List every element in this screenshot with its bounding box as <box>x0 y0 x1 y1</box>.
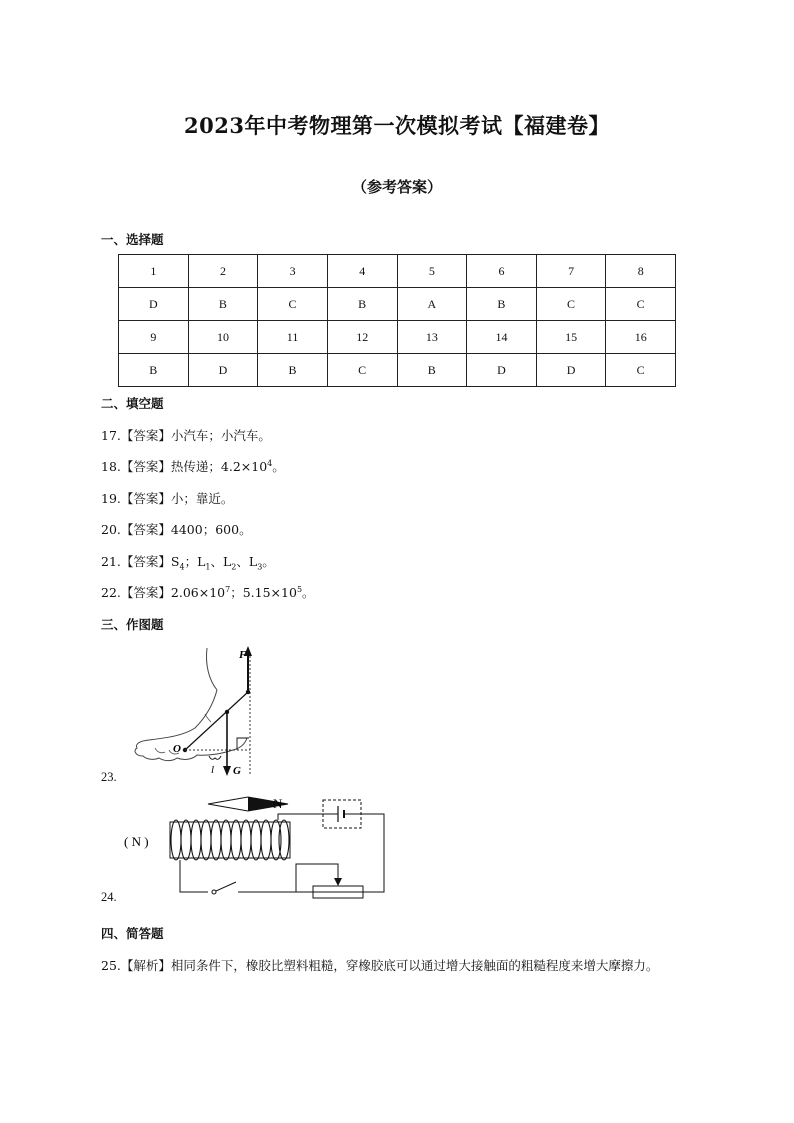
force-f-label: F <box>239 649 247 661</box>
exponent: 5 <box>296 584 303 594</box>
subscript: 4 <box>179 562 185 572</box>
answer-tag: 【答案】 <box>120 585 171 600</box>
table-row <box>119 255 676 288</box>
table-cell: B <box>467 288 537 321</box>
table-cell: C <box>606 288 676 321</box>
separator: 、L <box>236 554 258 569</box>
answer-17 <box>101 426 271 444</box>
section-draw-heading: 三、作图题 <box>101 617 164 632</box>
subscript: 2 <box>231 562 237 572</box>
table-cell: D <box>188 354 258 387</box>
fulcrum-o-label: O <box>173 743 181 755</box>
table-cell: 5 <box>397 255 467 288</box>
answer-20 <box>101 520 252 538</box>
table-cell: D <box>119 288 189 321</box>
lever-arm-l-label: l <box>211 764 215 776</box>
gravity-g-label: G <box>233 765 241 777</box>
figure-23-number: 23. <box>101 770 117 784</box>
table-cell: 1 <box>119 255 189 288</box>
table-cell: D <box>467 354 537 387</box>
answer-18 <box>101 457 285 475</box>
answer-tag: 【答案】 <box>120 522 171 537</box>
table-cell: C <box>606 354 676 387</box>
table-cell: B <box>188 288 258 321</box>
table-cell: 12 <box>327 321 397 354</box>
answer-text: 热传递；4.2×10 <box>170 459 268 474</box>
table-cell: 11 <box>258 321 328 354</box>
question-number: 21. <box>101 554 121 569</box>
question-number: 17. <box>101 428 121 443</box>
table-cell: 7 <box>536 255 606 288</box>
exponent: 7 <box>225 584 231 594</box>
table-cell: B <box>119 354 189 387</box>
answer-end: 。 <box>302 585 315 600</box>
answer-end: 。 <box>272 459 285 474</box>
table-cell: 6 <box>467 255 537 288</box>
table-cell: 13 <box>397 321 467 354</box>
answer-table <box>118 254 676 387</box>
compass-n-label: N <box>273 796 283 811</box>
lever-arm-line <box>185 692 248 750</box>
answer-text: 2.06×10 <box>170 585 226 600</box>
table-cell: B <box>258 354 328 387</box>
answer-end: 。 <box>262 554 275 569</box>
answer-tag: 【答案】 <box>120 459 171 474</box>
separator: ；L <box>184 554 206 569</box>
table-cell: 15 <box>536 321 606 354</box>
answer-tag: 【答案】 <box>120 554 171 569</box>
table-cell: B <box>397 354 467 387</box>
question-number: 25. <box>101 958 121 973</box>
table-cell: 2 <box>188 255 258 288</box>
question-number: 18. <box>101 459 121 474</box>
table-row <box>119 354 676 387</box>
answer-text: 4400；600。 <box>170 522 252 537</box>
solenoid-coil <box>171 820 289 860</box>
table-cell: B <box>327 288 397 321</box>
subscript: 3 <box>257 562 263 572</box>
answer-22 <box>101 583 315 601</box>
table-cell: 3 <box>258 255 328 288</box>
foot-lever-diagram <box>125 640 285 785</box>
exponent: 4 <box>267 458 273 468</box>
answer-text: 小；靠近。 <box>170 491 234 506</box>
page-title: 2023年中考物理第一次模拟考试【福建卷】 <box>184 113 610 138</box>
answer-25 <box>101 956 658 974</box>
table-cell: 10 <box>188 321 258 354</box>
separator: ；5.15×10 <box>230 585 297 600</box>
switch-symbol: S <box>170 554 180 569</box>
switch-icon <box>212 890 216 894</box>
table-cell: 4 <box>327 255 397 288</box>
section-fill-heading: 二、填空题 <box>101 396 164 411</box>
section-short-heading: 四、简答题 <box>101 926 164 941</box>
page-subtitle: （参考答案） <box>351 178 442 196</box>
question-number: 20. <box>101 522 121 537</box>
answer-tag: 【答案】 <box>120 491 171 506</box>
answer-tag: 【答案】 <box>120 428 171 443</box>
table-row <box>119 288 676 321</box>
electromagnet-pole-label: ( N ) <box>124 834 149 849</box>
separator: 、L <box>210 554 232 569</box>
subscript: 1 <box>205 562 211 572</box>
answer-text: 小汽车；小汽车。 <box>170 428 271 443</box>
table-row <box>119 321 676 354</box>
table-cell: C <box>327 354 397 387</box>
table-cell: A <box>397 288 467 321</box>
answer-tag: 【解析】 <box>120 958 171 973</box>
section-choice-heading: 一、选择题 <box>101 232 164 247</box>
electromagnet-circuit-diagram <box>118 792 398 907</box>
table-cell: D <box>536 354 606 387</box>
table-cell: 14 <box>467 321 537 354</box>
question-number: 19. <box>101 491 121 506</box>
table-cell: C <box>536 288 606 321</box>
answer-text: 相同条件下，橡胶比塑料粗糙，穿橡胶底可以通过增大接触面的粗糙程度来增大摩擦力。 <box>170 958 659 973</box>
table-cell: 16 <box>606 321 676 354</box>
figure-24-number: 24. <box>101 890 117 904</box>
table-cell: 9 <box>119 321 189 354</box>
table-cell: 8 <box>606 255 676 288</box>
question-number: 22. <box>101 585 121 600</box>
answer-19 <box>101 489 233 507</box>
table-cell: C <box>258 288 328 321</box>
answer-21 <box>101 552 275 572</box>
